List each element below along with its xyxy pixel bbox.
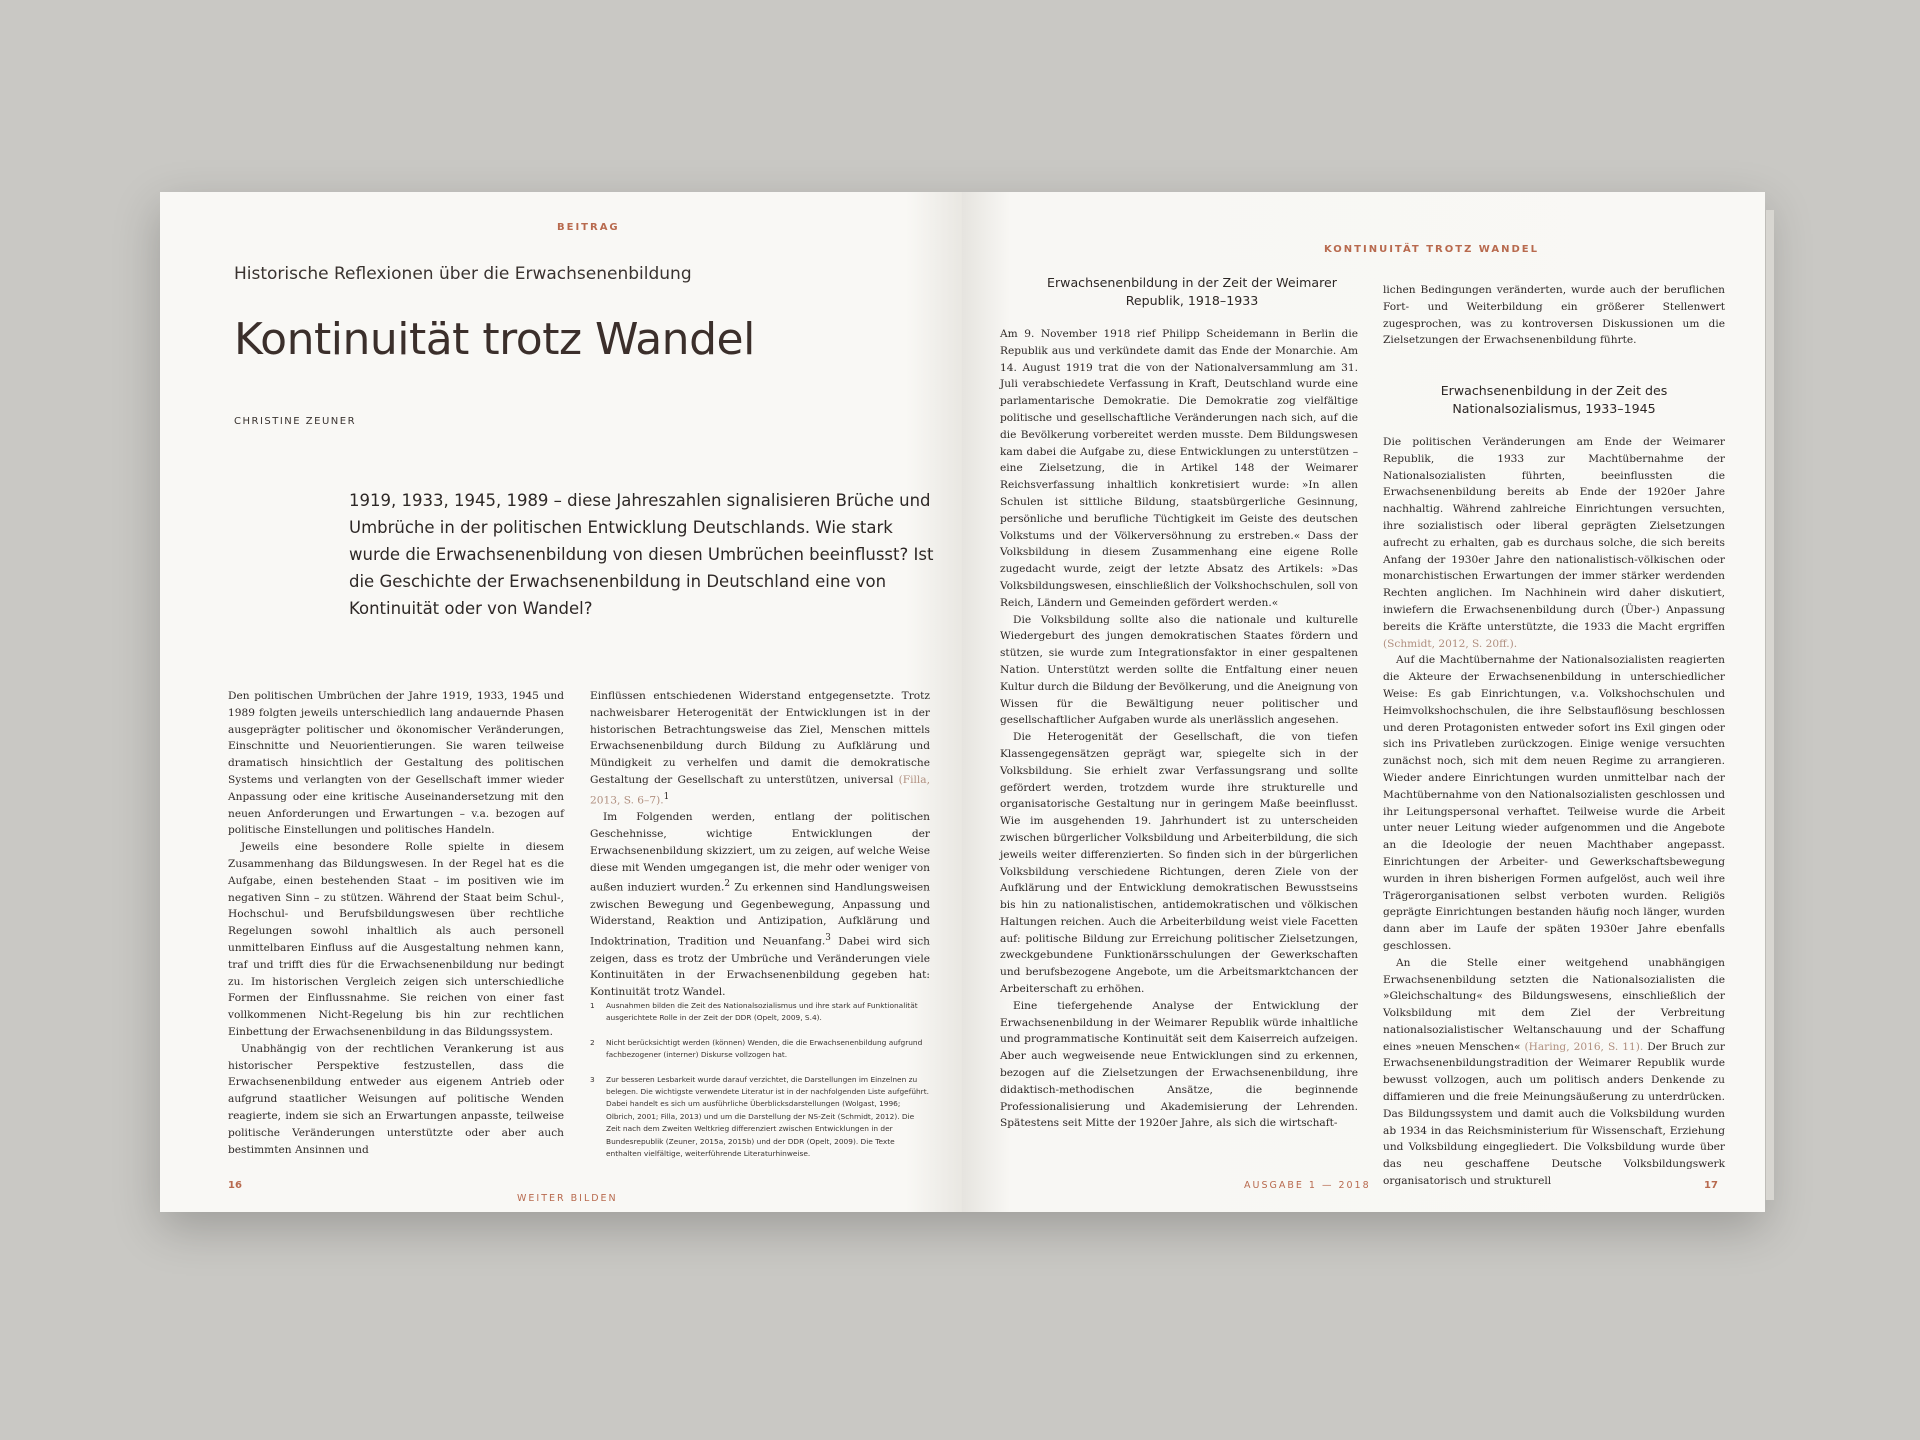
article-lead: 1919, 1933, 1945, 1989 – diese Jahreszahlen signalisieren Brüche und Umbrüche in der politischen Entwicklung Deutschlands. Wie stark wurde die Erwachsenenbildung von diesen Umbrüchen beeinflusst? Ist die Geschichte der Erwachsenenbildung in Deutschland eine von Kontinuität oder von Wandel?	[349, 491, 934, 618]
paragraph: Am 9. November 1918 rief Philipp Scheidemann in Berlin die Republik aus und verkündete damit das Ende der Monarchie. Am 14. August 1919 trat die von der Nationalversammlung am 31. Juli verabschiedete Verfassung in Kraft, Deutschland wurde eine parlamentarische Demokratie. Die Demokratie zog vielfältige politische und gesellschaftliche Veränderungen nach sich, auf die die Bevölkerung vorbereitet werden musste. Dem Bildungswesen kam dabei die Aufgabe zu, diese Entwicklungen zu unterstützen – eine Zielsetzung, die in Artikel 148 der Weimarer Reichsverfassung inhaltlich konkretisiert wurde: »In allen Schulen ist sittliche Bildung, staatsbürgerliche Gesinnung, persönliche und berufliche Tüchtigkeit im Geiste des deutschen Volkstums und der Völkerversöhnung zu erstreben.« Dass der Volksbildung in diesem Zusammenhang eine eigene Rolle zugedacht wurde, zeigt der letzte Absatz des Artikels: »Das Volksbildungswesen, einschließlich der Volkshochschulen, soll von Reich, Ländern und Gemeinden gefördert werden.«	[1000, 328, 1358, 609]
paragraph: Im Folgenden werden, entlang der politischen Geschehnisse, wichtige Entwicklungen der Erwachsenenbildung skizziert, um zu zeigen, auf welche Weise diese mit Wenden umgegangen ist, die mehr oder weniger von außen induziert wurden.$^2$ Zu erkennen sind Handlungsweisen zwischen Bewegung und Gegenbewegung, Anpassung und Widerstand, Reaktion und Antizipation, Aufklärung und Indoktrination, Tradition und Neuanfang.$^3$ Dabei wird sich zeigen, dass es trotz der Umbrüche und Veränderungen viele Kontinuitäten in der Erwachsenenbildung gegeben hat: Kontinuität trotz Wandel.	[590, 811, 930, 999]
page-edge	[1765, 210, 1774, 1200]
section-heading-weimar: Erwachsenenbildung in der Zeit der Weimarer Republik, 1918–1933	[1047, 275, 1337, 308]
footnote-ref: 1	[663, 791, 670, 802]
paragraph: Die Volksbildung sollte also die nationale und kulturelle Wiedergeburt des jungen demokratischen Staates fördern und stützen, sie wurde zum Integrationsfaktor in einer gespaltenen Nation. Unterstützt werden sollte die Entfaltung einer neuen Kultur durch die Bildung der Bevölkerung, und die Aneignung von Wissen für die Bewältigung neuer politischer und gesellschaftlicher Aufgaben wurde als unerlässlich angesehen.	[1000, 613, 1358, 727]
paragraph: Einflüssen entschiedenen Widerstand entgegensetzte. Trotz nachweisbarer Heterogenität der Entwicklungen ist in der historischen Betrachtungsweise das Ziel, Menschen mittels Erwachsenenbildung durch Bildung zu Aufklärung und Mündigkeit zu verhelfen und damit die demokratische Gestaltung der Gesellschaft zu unterstützen, universal (Filla, 2013, S. 6–7).$^1$	[590, 690, 930, 807]
footer-left: WEITER BILDEN	[517, 1193, 618, 1204]
right-column-1	[1000, 326, 1358, 1132]
paragraph: Die politischen Veränderungen am Ende der Weimarer Republik, die 1933 zur Machtübernahme der Nationalsozialisten führten, beeinflussten die Erwachsenenbildung bereits ab Ende der 1920er Jahre nachhaltig. Während zahlreiche Einrichtungen versuchten, ihre sozialistisch oder liberal geprägten Zielsetzungen aufrecht zu erhalten, gab es durchaus solche, die sich bereits Anfang der 1930er Jahre den nationalistisch-völkischen oder monarchistischen Erwartungen der immer stärker werdenden Rechten anglichen. Im Nachhinein wird daher diskutiert, inwiefern die Erwachsenenbildung durch (Über-) Anpassung bereits die Kräfte unterstützte, die 1933 die Macht ergriffen (Schmidt, 2012, S. 20ff.).	[1383, 436, 1725, 650]
footnote-ref: 3	[825, 933, 831, 944]
footnote: 3 Zur besseren Lesbarkeit wurde darauf verzichtet, die Darstellungen im Einzelnen zu belegen. Die wichtigste verwendete Literatur ist in der nachfolgenden Liste aufgeführt. Dabei handelt es sich um ausführliche Überblicksdarstellungen (Wolgast, 1996; Olbrich, 2001; Filla, 2013) und um die Darstellung der NS-Zeit (Schmidt, 2012). Die Zeit nach dem Zweiten Weltkrieg differenziert zwischen Entwicklungen in der Bundesrepublik (Zeuner, 2015a, 2015b) und der DDR (Opelt, 2009). Die Texte enthalten vielfältige, weiterführende Literaturhinweise.	[590, 1074, 929, 1159]
left-column-2	[590, 688, 930, 1001]
right-page	[962, 192, 1765, 1212]
footer-right: AUSGABE 1 — 2018	[1244, 1180, 1371, 1191]
right-column-2	[1383, 434, 1725, 1190]
right-column-2-intro	[1383, 282, 1725, 349]
paragraph: Eine tiefergehende Analyse der Entwicklung der Erwachsenenbildung in der Weimarer Republik würde inhaltliche und programmatische Kontinuität seit dem Kaiserreich aufzeigen. Aber auch wegweisende neue Entwicklungen sind zu erkennen, bezogen auf die Zielsetzungen der Erwachsenenbildung, ihre didaktisch-methodischen Ansätze, die beginnende Professionalisierung und Akademisierung der Lehrenden. Spätestens seit Mitte der 1920er Jahre, als sich die wirtschaft-	[1000, 999, 1358, 1130]
paragraph: Unabhängig von der rechtlichen Verankerung ist aus historischer Perspektive festzustellen, dass die Erwachsenenbildung entweder aus eigenem Antrieb oder aufgrund staatlicher Weisungen auf politische Wenden reagierte, indem sie sich an Erwartungen anpasste, teilweise politische Veränderungen unterstützte oder aber auch bestimmten Ansinnen und	[228, 1042, 564, 1156]
footnote-ref: 2	[724, 879, 730, 890]
paragraph: An die Stelle einer weitgehend unabhängigen Erwachsenenbildung setzten die Nationalsozialisten die »Gleichschaltung« des Bildungswesens, einschließlich der Volksbildung mit dem Ziel der Verbreitung nationalsozialistischer Weltanschauung und der Schaffung eines »neuen Menschen« (Haring, 2016, S. 11). Der Bruch zur Erwachsenenbildungstradition der Weimarer Republik wurde bewusst vollzogen, auch um politisch anders Denkende zu diffamieren und die freie Meinungsäußerung zu unterdrücken. Das Bildungssystem und damit auch die Volksbildung wurden ab 1934 in das Reichsministerium für Wissenschaft, Erziehung und Volksbildung eingegliedert. Die Volksbildung wurde über das neu geschaffene Deutsche Volksbildungswerk organisatorisch und strukturell	[1383, 956, 1725, 1188]
running-head-right: KONTINUITÄT TROTZ WANDEL	[1324, 244, 1540, 255]
page-number-right: 17	[1704, 1180, 1718, 1191]
left-page	[160, 192, 962, 1212]
page-number-left: 16	[228, 1180, 242, 1191]
section-heading-ns: Erwachsenenbildung in der Zeit des Nationalsozialismus, 1933–1945	[1440, 383, 1668, 416]
citation: (Haring, 2016, S. 11).	[1524, 1040, 1644, 1053]
article-author: CHRISTINE ZEUNER	[234, 416, 357, 427]
paragraph: Den politischen Umbrüchen der Jahre 1919, 1933, 1945 und 1989 folgten jeweils unterschiedlich lang andauernde Phasen ausgeprägter politischer und ökonomischer Veränderungen, Einschnitte und Neuorientierungen. Sie waren teilweise dramatisch hinsichtlich der Gestaltung des politischen Systems und verlangten von der Gesellschaft immer wieder Anpassung oder eine kritische Auseinandersetzung mit den neuen Anforderungen und Erwartungen – v.a. bezogen auf politische Einstellungen und politisches Handeln.	[228, 690, 564, 837]
article-title: Kontinuität trotz Wandel	[234, 314, 755, 365]
paragraph: Jeweils eine besondere Rolle spielte in diesem Zusammenhang das Bildungswesen. In der Regel hat es die Aufgabe, einen bestehenden Staat – im positiven wie im negativen Sinn – zu stützen. Während der Staat beim Schul-, Hochschul- und Berufsbildungswesen über rechtliche Regelungen sowohl inhaltlich als auch personell unmittelbaren Einfluss auf die Ausgestaltung nehmen kann, traf und trifft dies für die Erwachsenenbildung nur bedingt zu. Im historischen Vergleich zeigen sich unterschiedliche Formen der Einflussnahme. Sie reichen von einer fast vollkommenen Nicht-Regelung bis hin zur rechtlichen Einbettung der Erwachsenenbildung in das Bildungssystem.	[228, 841, 564, 1038]
paragraph: lichen Bedingungen veränderten, wurde auch der beruflichen Fort- und Weiterbildung ein größerer Stellenwert zugesprochen, was zu kontroversen Diskussionen um die Zielsetzungen der Erwachsenenbildung führte.	[1383, 284, 1725, 347]
footnote: 2 Nicht berücksichtigt werden (können) Wenden, die die Erwachsenenbildung aufgrund fachbezogener (interner) Diskurse vollzogen hat.	[590, 1037, 923, 1060]
paragraph: Auf die Machtübernahme der Nationalsozialisten reagierten die Akteure der Erwachsenenbildung in unterschiedlicher Weise: Es gab Einrichtungen, v.a. Volkshochschulen und Heimvolkshochschulen, die ihre Selbstauflösung beschlossen und deren Protagonisten entweder sofort ins Exil gingen oder sich ins Privatleben zurückzogen. Einige wenige versuchten zunächst noch, sich mit dem neuen Regime zu arrangieren. Wieder andere Einrichtungen wurden unmittelbar nach der Machtübernahme von den Nationalsozialisten geschlossen und ihr Leitungspersonal verhaftet. Teilweise wurde die Arbeit unter neuer Leitung wieder aufgenommen und die Angebote an die Ideologie der neuen Machthaber angepasst. Einrichtungen der Arbeiter- und Gewerkschaftsbewegung wurden in ihren bisherigen Formen aufgelöst, auch weil ihre Trägerorganisationen selbst verboten wurden. Religiös geprägte Einrichtungen bestanden häufig noch länger, wurden dann aber im Laufe der späten 1930er Jahre ebenfalls geschlossen.	[1383, 654, 1725, 952]
article-subtitle: Historische Reflexionen über die Erwachsenenbildung	[234, 264, 692, 284]
citation: (Schmidt, 2012, S. 20ff.).	[1383, 637, 1518, 650]
footnotes	[590, 1000, 930, 1172]
footnote: 1 Ausnahmen bilden die Zeit des Nationalsozialismus und ihre stark auf Funktionalität ausgerichtete Rolle in der Zeit der DDR (Opelt, 2009, S.4).	[590, 1001, 918, 1023]
magazine-spread	[160, 192, 1765, 1212]
citation: (Filla, 2013, S. 6–7).	[590, 773, 930, 807]
paragraph: Die Heterogenität der Gesellschaft, die von tiefen Klassengegensätzen geprägt war, spiegelte sich in der Volksbildung. Sie erhielt zwar Verfassungsrang und sollte gefördert werden, trotzdem wurde ihre strukturelle und organisatorische Gestaltung nur in geringem Maße beeinflusst. Wie im ausgehenden 19. Jahrhundert ist zu unterscheiden zwischen bürgerlicher Volksbildung und Arbeiterbildung, die sich jeweils weiter differenzierten. So finden sich in der bürgerlichen Volksbildung verschiedene Richtungen, deren Ziele von der Aufklärung und der Entwicklung demokratischen Bewusstseins bis hin zu nationalistischen, antidemokratischen und völkischen Haltungen reichen. Auch die Arbeiterbildung weist viele Facetten auf: politische Bildung zur Erreichung politischer Zielsetzungen, zweckgebundene Funktionärsschulungen der Gewerkschaften und berufsbezogene Angebote, um die Arbeitsmarktchancen der Arbeiterschaft zu erhöhen.	[1000, 731, 1358, 996]
running-head-left: BEITRAG	[557, 222, 620, 233]
left-column-1	[228, 688, 564, 1158]
